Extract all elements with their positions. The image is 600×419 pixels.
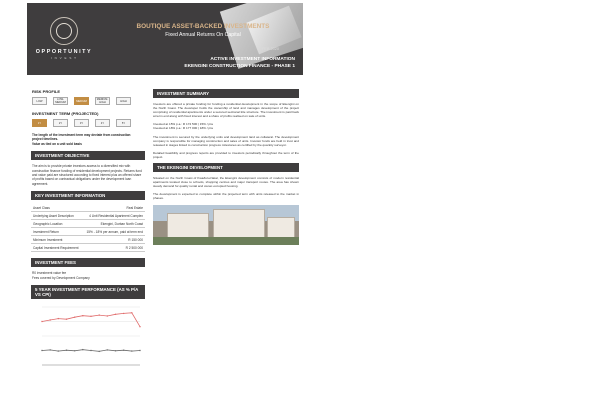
data-point [58,318,59,319]
data-point [82,315,83,316]
data-point [74,350,75,351]
development-heading: THE EKENGINI DEVELOPMENT [153,163,299,172]
data-point [115,314,116,315]
data-point [90,316,91,317]
data-point [107,315,108,316]
term-option: 3Y [74,119,89,127]
term-option: 2Y [53,119,68,127]
data-point [58,350,59,351]
summary-paragraph-3: Detailed feasibility and progress reports are provided to investors periodically throughout the term of the project. [153,150,299,159]
logo-name: OPPORTUNITY [35,49,93,55]
key-info-table [31,204,145,252]
term-note-line-1: The length of the investment term may deviate from construction [32,133,131,137]
table-label-cell: Capital Investment Requirement [31,244,82,252]
building-shape [267,217,295,239]
table-row [31,204,145,212]
data-point [139,350,140,351]
objective-text: The aim is to provide private investors access to a diversified mix with construction finance funding of residential development projects. Returns fund and value paid are structured according to fixed interest plus an offered share of profits based on contractual obligations under the development loan agreement. [32,164,142,186]
data-point [50,349,51,350]
investment-term-scale [32,119,145,127]
table-value-cell: Real Estate [82,204,145,212]
table-label-cell: Minimum Investment [31,236,82,244]
table-row [31,244,145,252]
data-point [50,319,51,320]
term-option: 1Y [32,119,47,127]
term-option: 4Y [95,119,110,127]
data-point [107,349,108,350]
summary-heading: INVESTMENT SUMMARY [153,89,299,98]
project-heading: EKENGINI CONSTRUCTION FINANCE - PHASE 1 [184,64,295,69]
table-value-cell: Ekengini, Durban North Coast [82,220,145,228]
table-row [31,228,145,236]
fees-heading: INVESTMENT FEES [31,258,145,267]
document-subtitle: Fixed Annual Returns On Capital [165,32,241,38]
document-date: FEB 2020 [262,47,279,51]
table-label-cell: Underlying Asset Description [31,212,82,220]
summary-line-2: Invested at 18% p.a.: R 177 000 | 18% / p/a [153,126,213,131]
summary-paragraph-1: Investors are offered a private funding for funding a residential development in the scope of Ekengini on the North Coast. The developer holds the ownership of land and manages development of the project comprising of residential apartments under a secured sectional title structure. The investment is paid back at term end along with fixed interest and a share of profits realised on sale of units. [153,102,299,119]
data-point [99,314,100,315]
table-value-cell: 15% - 18% per annum, paid at term end [82,228,145,236]
summary-paragraph-2: The investment is secured by the underlying units and development land as collateral. The development company is responsible for managing construction and sales of units. Investor funds are held in trust and released in stages linked to construction progress milestones as certified by the quantity surveyor. [153,134,299,147]
term-note-line-3: Value as tied on a unit sold basis [32,141,82,146]
risk-option: LOW-MEDIUM [53,97,68,105]
risk-option: MEDIUM-HIGH [96,98,109,104]
logo-mark-icon [50,17,78,45]
logo-subtitle: I N V E S T [51,56,77,60]
fees-line-2: Fees covered by Development Company [32,275,90,280]
data-point [131,350,132,351]
left-column [31,89,145,375]
table-row [31,212,145,220]
table-row [31,236,145,244]
fact-sheet [27,3,303,414]
investment-term-title: INVESTMENT TERM (PROJECTED) [32,111,99,116]
data-point [74,317,75,318]
risk-profile-title: RISK PROFILE [32,89,61,94]
company-logo [35,17,93,60]
building-shape [213,209,265,239]
active-investment-heading: ACTIVE INVESTMENT INFORMATION [210,57,295,62]
data-point [82,349,83,350]
table-value-cell: R 150 000 [82,236,145,244]
summary-returns [153,122,299,130]
header-banner [27,3,303,75]
table-label-cell: Geographic Location [31,220,82,228]
risk-profile-scale [32,97,145,105]
table-value-cell: R 2 500 000 [82,244,145,252]
document-title: BOUTIQUE ASSET-BACKED INVESTMENTS [136,23,270,30]
performance-chart [32,303,144,375]
term-option: 5Y [116,119,131,127]
performance-chart-svg [32,303,144,375]
right-column [153,89,299,245]
risk-option: HIGH [116,97,131,105]
data-point [123,350,124,351]
data-point [90,350,91,351]
data-point [41,350,42,351]
building-shape [167,213,209,239]
objective-heading: INVESTMENT OBJECTIVE [31,151,145,160]
summary-line-1: Invested at 15% p.a.: R 172 500 | 15% / p/a [153,122,213,127]
development-photo [153,205,299,245]
data-point [99,351,100,352]
table-value-cell: 4 Unit Residential Apartment Complex [82,212,145,220]
data-point [66,350,67,351]
table-row [31,220,145,228]
risk-option: MEDIUM [74,97,89,105]
data-point [131,312,132,313]
term-note [32,133,144,146]
risk-option: LOW [32,97,47,105]
data-point [139,326,140,327]
data-point [115,350,116,351]
fees-line-1: R0 investment value fee [32,271,67,276]
data-point [123,313,124,314]
development-paragraph-1: Situated on the North Coast of KwaZulu-Natal, the Ekengini development consists of modern residential apartments located close to schools, shopping centres and major transport routes. The area has shown steady demand for quality rental and owner-occupied housing. [153,176,299,189]
data-point [41,321,42,322]
fees-text [32,271,144,280]
series-line-1 [42,313,140,327]
table-label-cell: Asset Class [31,204,82,212]
table-label-cell: Investment Return [31,228,82,236]
key-info-heading: KEY INVESTMENT INFORMATION [31,191,145,200]
development-paragraph-2: The development is expected to complete within the projected term with units released to the market in phases. [153,192,299,201]
data-point [66,319,67,320]
performance-heading: 5 YEAR INVESTMENT PERFORMANCE (AS % P/A VS CPI) [31,285,145,299]
lawn-shape [153,237,299,245]
term-note-line-2: project timelines. [32,137,59,142]
